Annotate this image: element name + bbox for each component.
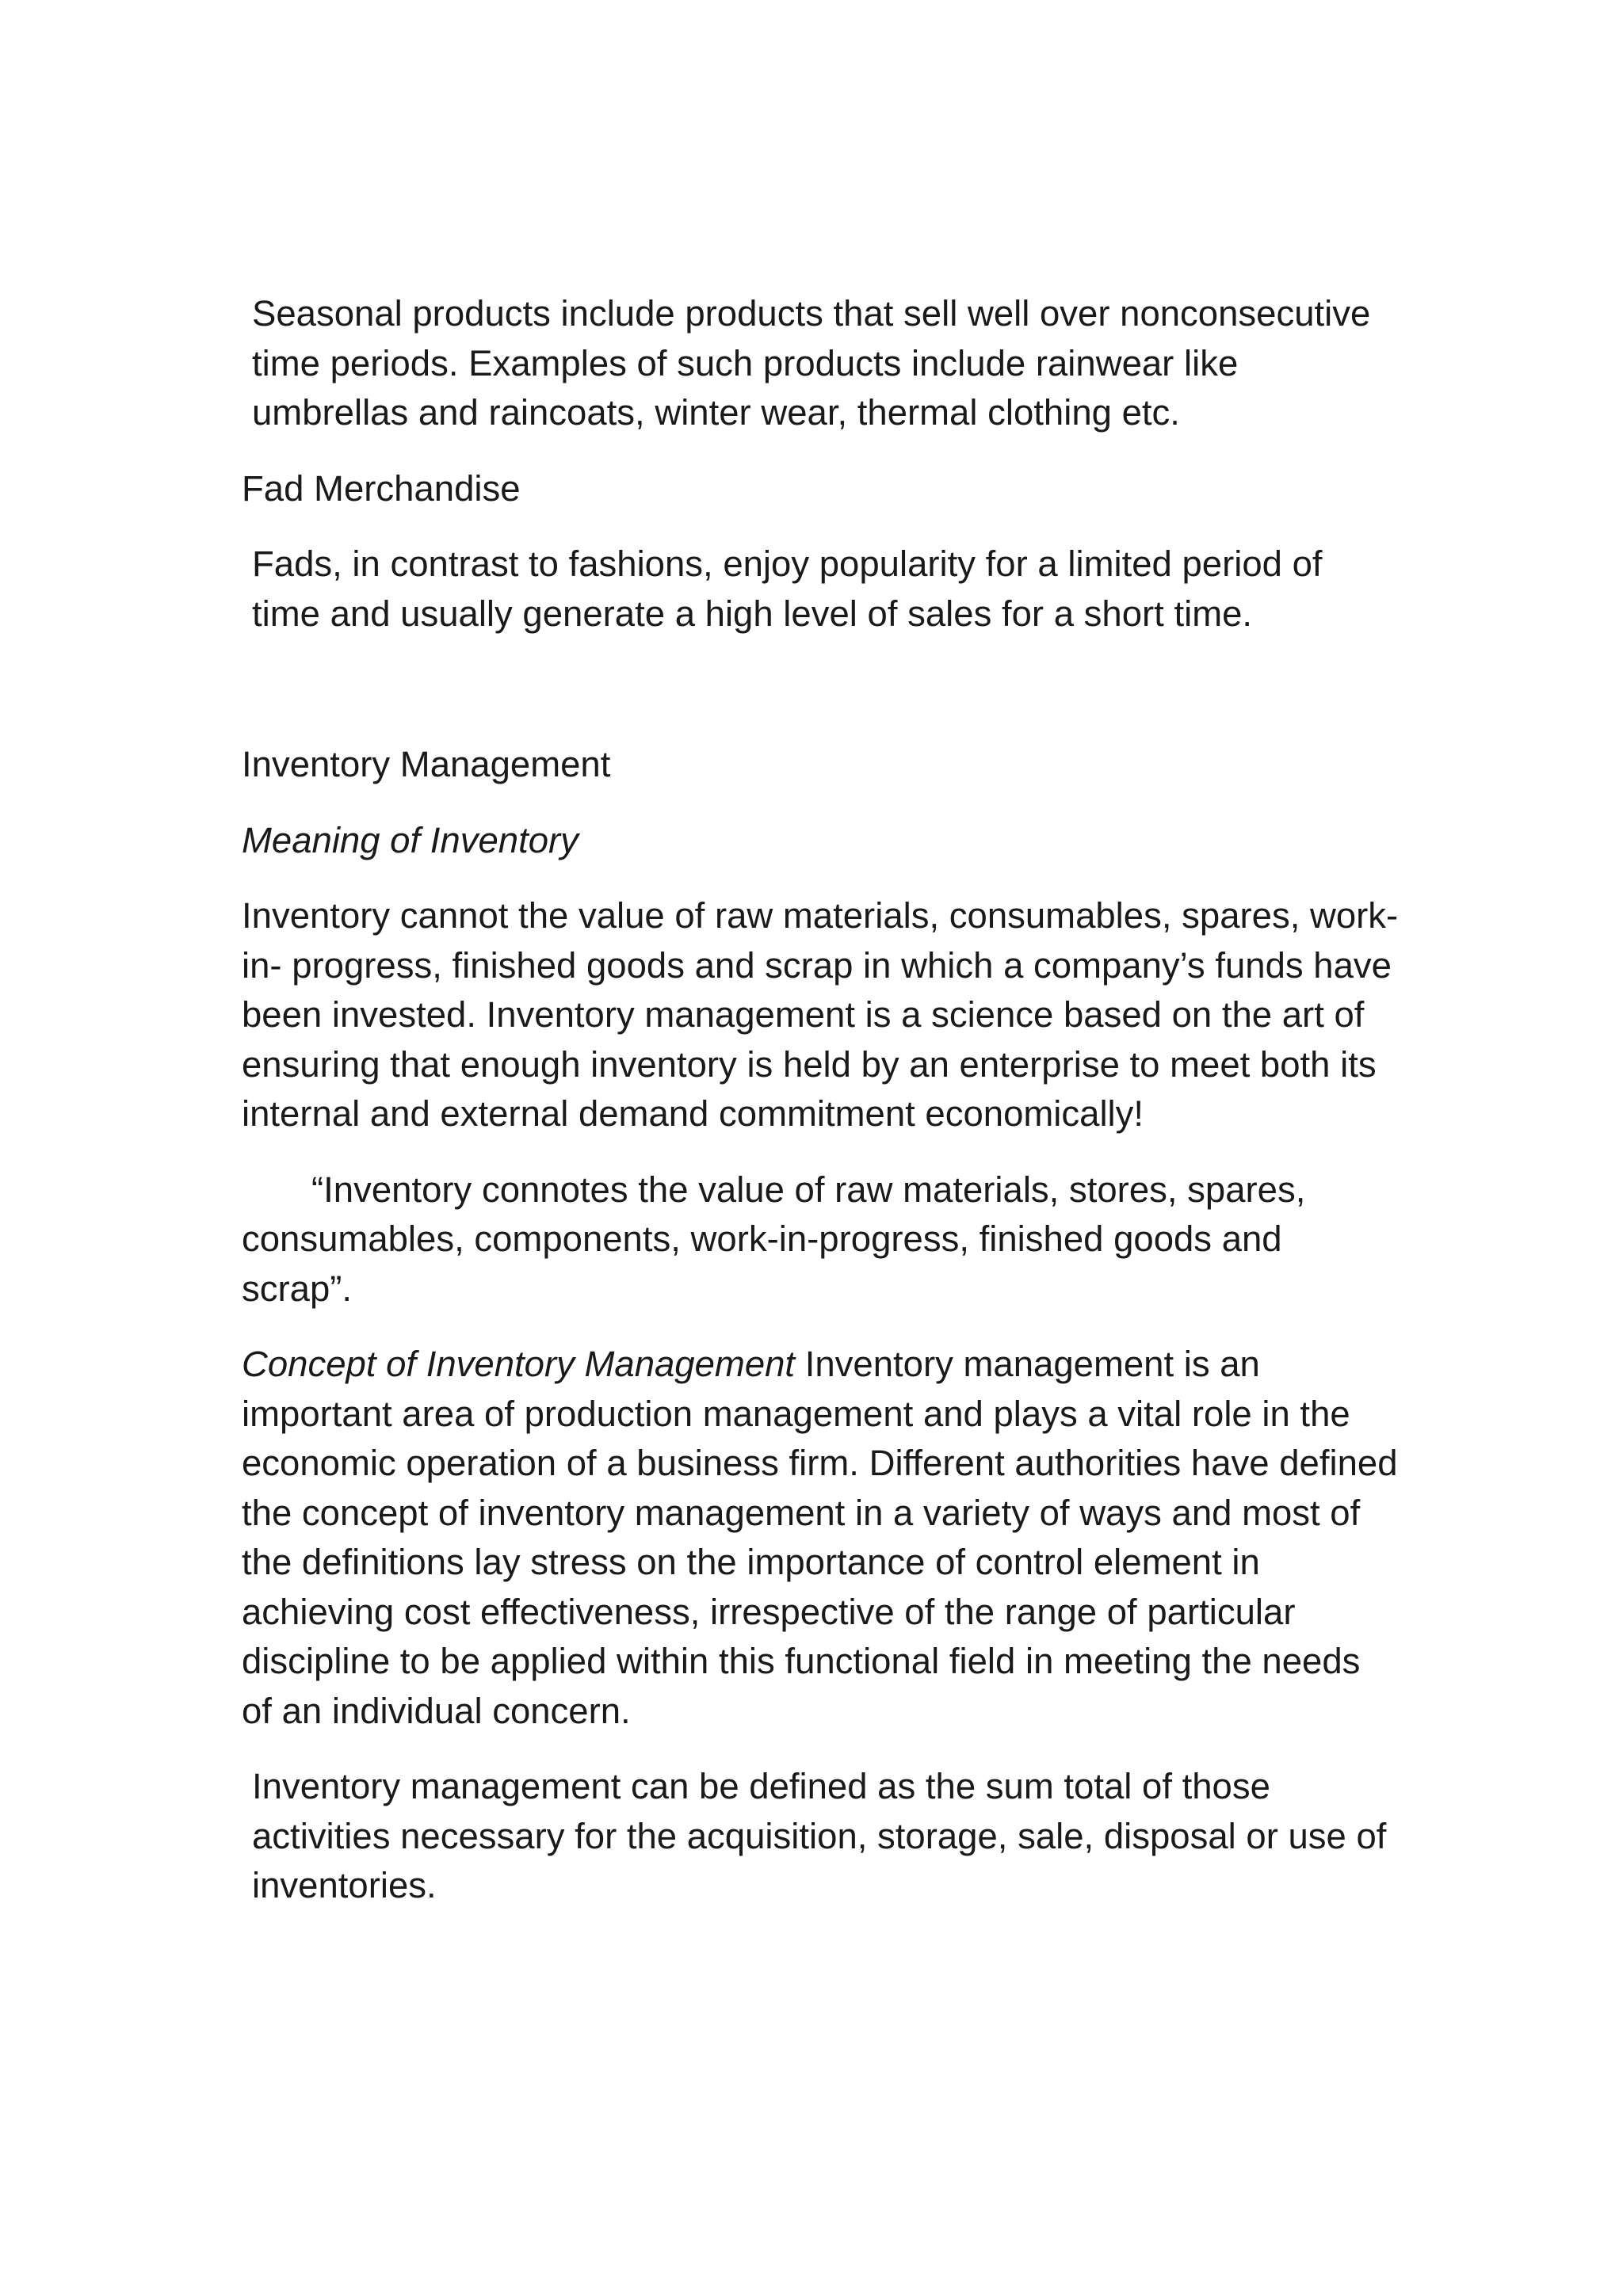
paragraph-seasonal-products: Seasonal products include products that sell well over nonconsecutive time periods. Examples of such products include rainwear like umbrellas and raincoats, winter wear, thermal clothing etc.	[252, 293, 1371, 433]
paragraph-inventory-definition: Inventory cannot the value of raw materials, consumables, spares, work-in- progress, finished goods and scrap in which a company’s funds have been invested. Inventory management is a science based on the art of ensuring that enough inventory is held by an enterprise to meet both its internal and external demand commitment economically!	[242, 895, 1399, 1134]
paragraph-fads: Fads, in contrast to fashions, enjoy popularity for a limited period of time and usually generate a high level of sales for a short time.	[252, 543, 1323, 634]
blank-spacer	[242, 665, 1399, 740]
concept-title: Concept of Inventory Management	[242, 1344, 796, 1384]
paragraph-concept	[242, 1340, 1399, 1736]
document-body	[242, 289, 1399, 1937]
heading-meaning-of-inventory: Meaning of Inventory	[242, 819, 579, 860]
concept-text: Inventory management is an important area of production management and plays a vital role in the economic operation of a business firm. Different authorities have defined the concept of inventory management in a variety of ways and most of the definitions lay stress on the importance of control element in achieving cost effectiveness, irrespective of the range of particular discipline to be applied within this functional field in meeting the needs of an individual concern.	[242, 1344, 1398, 1731]
paragraph-inventory-quote: “Inventory connotes the value of raw materials, stores, spares, consumables, components, work-in-progress, finished goods and scrap”.	[242, 1169, 1306, 1309]
heading-fad-merchandise: Fad Merchandise	[242, 467, 521, 509]
heading-inventory-management: Inventory Management	[242, 744, 611, 784]
paragraph-inventory-management-definition: Inventory management can be defined as the sum total of those activities necessary for the acquisition, storage, sale, disposal or use of inventories.	[252, 1766, 1387, 1905]
